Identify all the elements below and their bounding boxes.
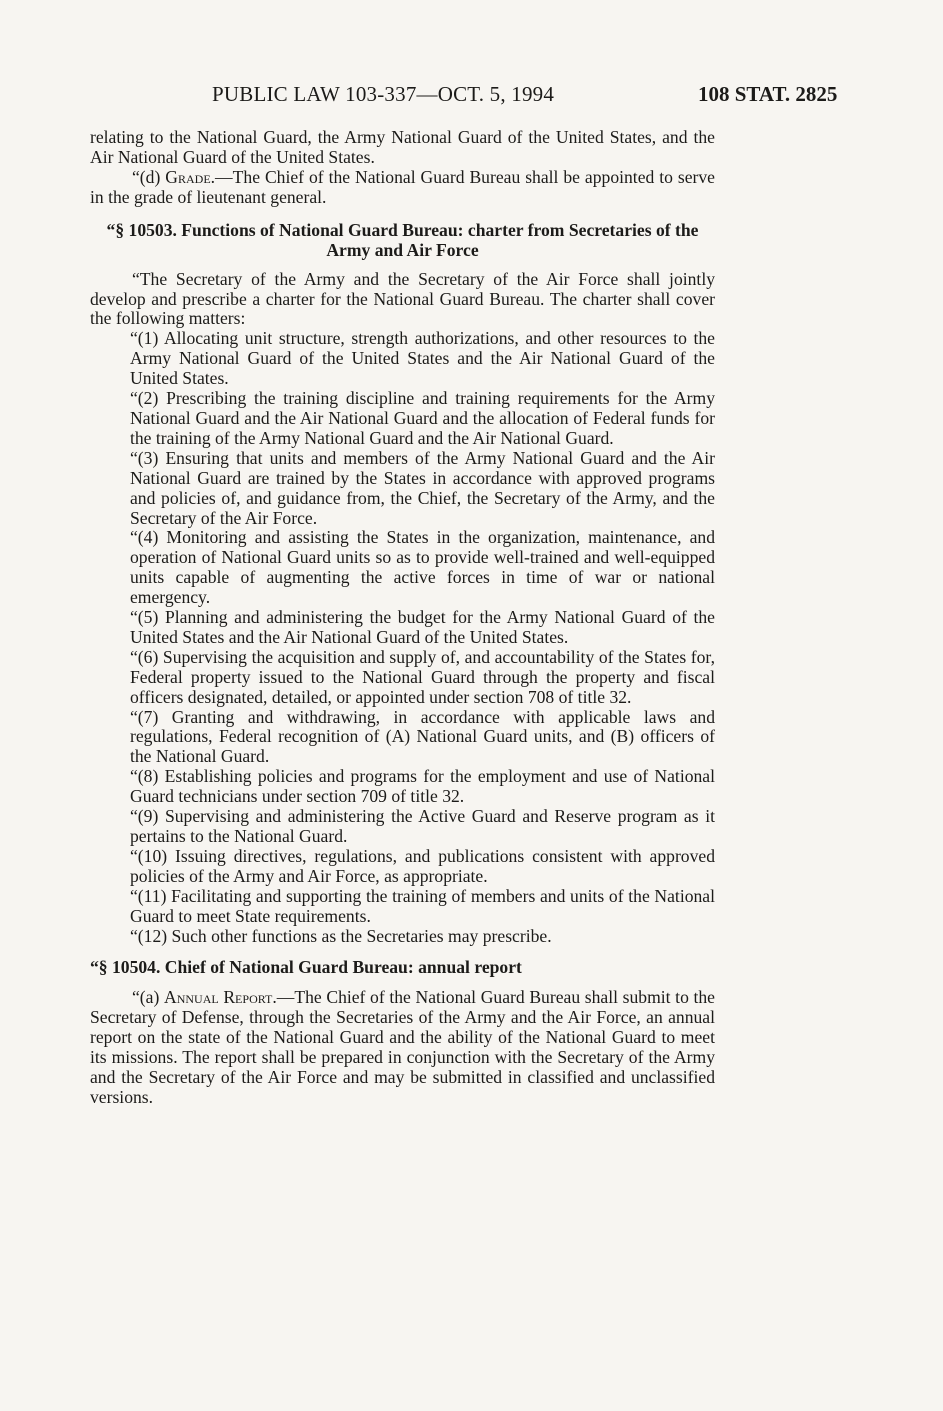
charter-item-8: “(8) Establishing policies and programs for the employment and use of National Guard technicians under section 709 of title 32. [130, 766, 715, 807]
charter-item-4: “(4) Monitoring and assisting the States in the organization, maintenance, and operation of National Guard units so as to provide well-trained and well-equipped units capable of augmenting the active forces in time of war or national emergency. [130, 527, 715, 608]
charter-item-5: “(5) Planning and administering the budget for the Army National Guard of the United States and the Air National Guard of the United States. [130, 607, 715, 647]
page-header [0, 82, 943, 112]
charter-item-2: “(2) Prescribing the training discipline and training requirements for the Army National Guard and the Air National Guard and the allocation of Federal funds for the training of the Army National Guard and the Air National Guard. [130, 388, 715, 448]
annual-report-prefix: “(a) [132, 987, 164, 1008]
continued-paragraph: relating to the National Guard, the Army National Guard of the United States, and the Air National Guard of the United States. [90, 127, 715, 167]
charter-item-3: “(3) Ensuring that units and members of the Army National Guard and the Air National Guard are trained by the States in accordance with approved programs and policies of, and guidance from, the Chief, the Secretary of the Army, and the Secretary of the Air Force. [130, 447, 715, 528]
grade-text: .—The Chief of the National Guard Bureau shall be appointed to serve in the grade of lieutenant general. [90, 166, 715, 207]
body-text [90, 128, 715, 1108]
charter-item-11: “(11) Facilitating and supporting the training of members and units of the National Guard to meet State requirements. [130, 885, 715, 926]
charter-item-10: “(10) Issuing directives, regulations, and publications consistent with approved policies of the Army and Air Force, as appropriate. [130, 845, 715, 886]
annual-report-paragraph [90, 988, 715, 1107]
section-10503-intro: “The Secretary of the Army and the Secretary of the Air Force shall jointly develop and prescribe a charter for the National Guard Bureau. The charter shall cover the following matters: [90, 268, 715, 329]
statute-page-number: 108 STAT. 2825 [698, 82, 838, 106]
grade-prefix: “(d) [132, 166, 166, 187]
law-title: PUBLIC LAW 103-337—OCT. 5, 1994 [212, 82, 555, 106]
charter-item-12: “(12) Such other functions as the Secretaries may prescribe. [130, 925, 552, 946]
grade-label: Grade [165, 166, 211, 187]
charter-item-9: “(9) Supervising and administering the Active Guard and Reserve program as it pertains to the National Guard. [130, 806, 715, 846]
annual-report-label: Annual Report [163, 987, 273, 1008]
grade-paragraph [90, 168, 715, 208]
charter-item-1: “(1) Allocating unit structure, strength authorizations, and other resources to the Army National Guard of the United States and the Air National Guard of the United States. [130, 328, 715, 389]
section-10504-heading: “§ 10504. Chief of National Guard Bureau: annual report [90, 957, 522, 978]
annual-report-text: .—The Chief of the National Guard Bureau shall submit to the Secretary of Defense, through the Secretaries of the Army and the Air Force, an annual report on the state of the National Guard and the ability of the National Guard to meet its missions. The report shall be prepared in conjunction with the Secretary of the Army and the Secretary of the Air Force and may be submitted in classified and unclassified versions. [90, 987, 715, 1107]
charter-item-7: “(7) Granting and withdrawing, in accordance with applicable laws and regulations, Federal recognition of (A) National Guard units, and (B) officers of the National Guard. [130, 706, 715, 767]
charter-item-6: “(6) Supervising the acquisition and supply of, and accountability of the States for, Federal property issued to the National Guard through the property and fiscal officers designated, detailed, or appointed under section 708 of title 32. [130, 646, 715, 707]
section-10503-heading: “§ 10503. Functions of National Guard Bureau: charter from Secretaries of the Army and Air Force [106, 219, 699, 260]
